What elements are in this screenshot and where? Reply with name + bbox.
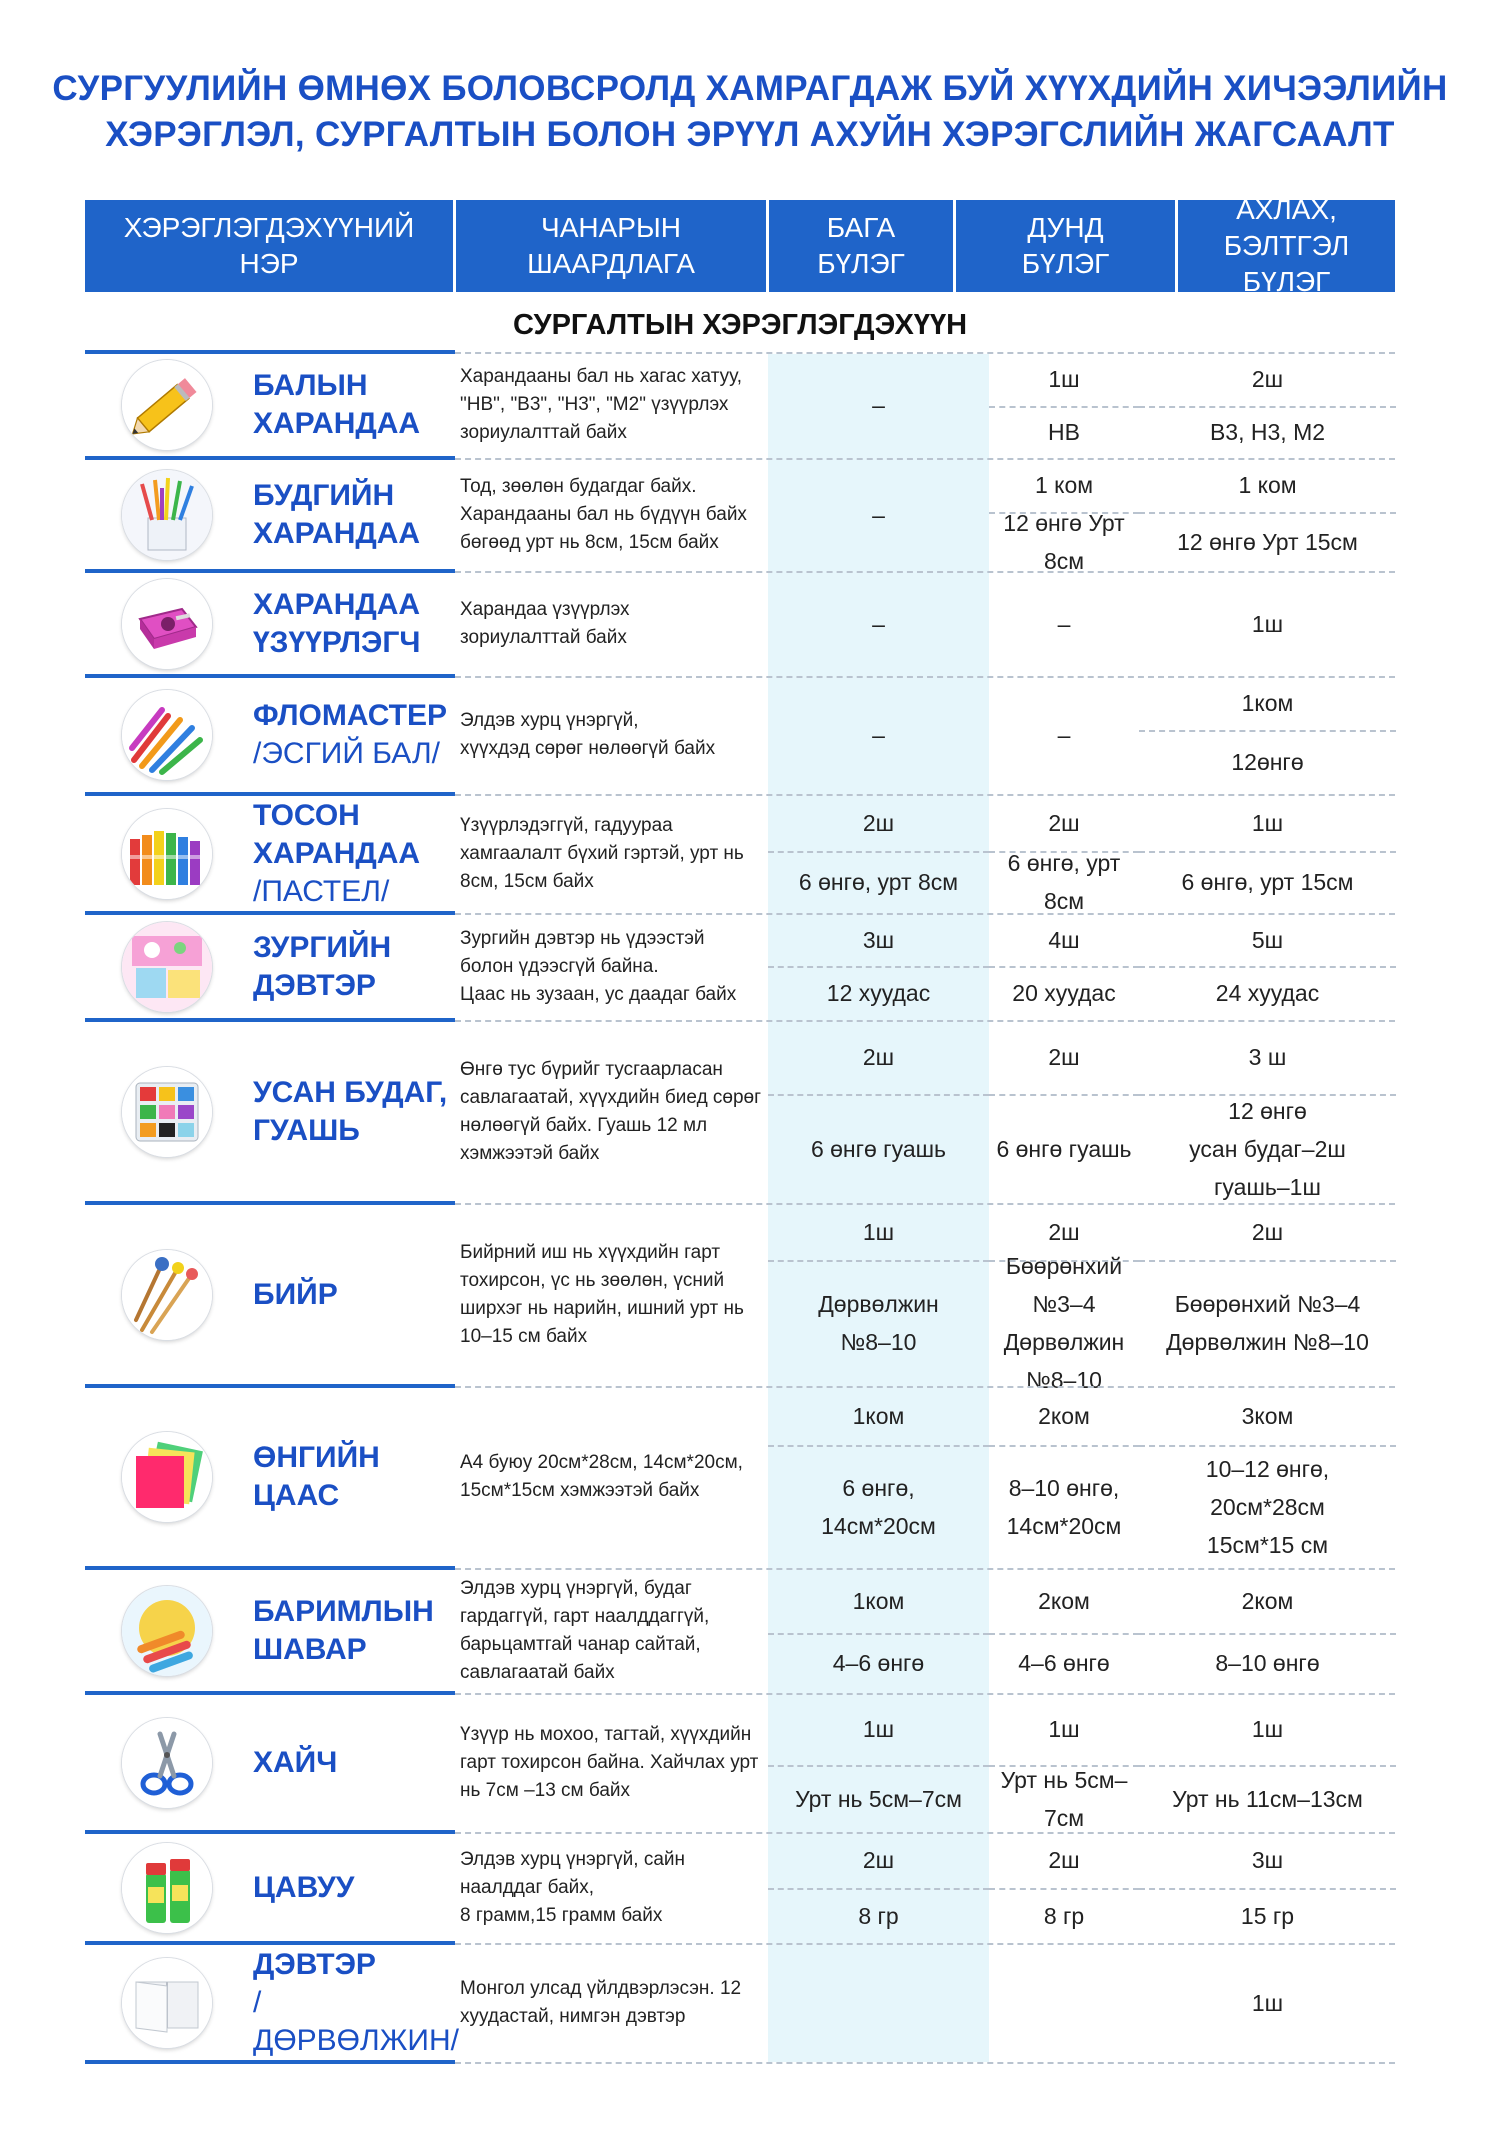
middle-group-value-text: 2ш (1048, 1044, 1080, 1070)
item-name-label: БУДГИЙН ХАРАНДАА (253, 478, 421, 550)
cell-divider (768, 966, 989, 968)
senior-group-value-text: 1 ком (1238, 472, 1297, 498)
item-name-label: БАРИМЛЫН ШАВАР (253, 1594, 434, 1666)
cell-divider (989, 851, 1139, 853)
senior-group-value (1139, 1568, 1396, 1633)
quality-requirement (460, 1020, 768, 1203)
item-name-label: ӨНГИЙН ЦААС (253, 1441, 380, 1512)
cell-divider (1139, 1765, 1396, 1767)
senior-group-value (1139, 1888, 1396, 1943)
senior-group-value (1139, 1386, 1396, 1445)
senior-group-value-text: 2ком (1241, 1587, 1294, 1614)
small-group-value-text: 6 өнгө, урт 8см (798, 869, 959, 895)
senior-group-value-text: 1ш (1251, 1716, 1284, 1742)
header-requirement: ЧАНАРЫН ШААРДЛАГА (456, 200, 766, 292)
senior-group-value (1139, 1203, 1396, 1260)
senior-group-value (1139, 1633, 1396, 1693)
quality-requirement-text: Элдэв хурц үнэргүй, сайн наалддаг байх, 8 грамм,15 грамм байх (460, 1848, 686, 1926)
cell-divider (1139, 730, 1396, 732)
quality-requirement (460, 676, 768, 794)
cell-divider (768, 1888, 989, 1890)
item-name-sub: /ЭСГИЙ БАЛ/ (253, 737, 440, 770)
senior-group-value-text: 3ш (1251, 1847, 1284, 1873)
middle-group-value-text: 2ш (1048, 809, 1080, 836)
cell-divider (989, 966, 1139, 968)
notebook-icon (122, 1958, 212, 2048)
cell-divider (768, 1633, 989, 1635)
row-separator (85, 2060, 455, 2064)
small-group-value-text: 2ш (862, 1847, 895, 1873)
cell-divider (768, 1260, 989, 1262)
middle-group-value (989, 913, 1139, 966)
middle-group-value-text: 1ш (1048, 366, 1080, 392)
cell-divider (768, 1094, 989, 1096)
small-group-value-text: 2ш (862, 809, 895, 836)
senior-group-value-text: 24 хуудас (1215, 980, 1320, 1006)
small-group-value (768, 1888, 989, 1943)
senior-group-value-text: 12 өнгө Урт 15см (1177, 528, 1358, 555)
senior-group-value-text: 15 гр (1240, 1902, 1295, 1929)
senior-group-value (1139, 794, 1396, 851)
row-separator-dashed (455, 2062, 1395, 2064)
item-name (253, 1943, 458, 2062)
cell-divider (989, 406, 1139, 408)
senior-group-value-text: 3 ш (1248, 1044, 1287, 1070)
small-group-value-text: 1ш (862, 1716, 895, 1742)
middle-group-value (989, 1832, 1139, 1888)
small-group-value-text: 1ком (852, 1402, 905, 1429)
cell-divider (989, 1094, 1139, 1096)
senior-group-value-text: 8–10 өнгө (1215, 1650, 1320, 1676)
middle-group-value-text: – (1057, 722, 1071, 748)
item-name (253, 913, 458, 1020)
middle-group-value-text: 2ш (1048, 1218, 1080, 1245)
item-name (253, 1386, 458, 1568)
senior-group-value-text: 1ш (1251, 1989, 1284, 2016)
senior-group-value-text: 2ш (1251, 366, 1284, 392)
small-group-value-text: 1ш (862, 1218, 895, 1245)
header-item-name: ХЭРЭГЛЭГДЭХҮҮНИЙ НЭР (85, 200, 453, 292)
scissors-icon (122, 1718, 212, 1808)
senior-group-value (1139, 352, 1396, 406)
small-group-value-text: 3ш (862, 926, 895, 953)
senior-group-value (1139, 1943, 1396, 2062)
cell-divider (989, 1765, 1139, 1767)
color-paper-icon (122, 1432, 212, 1522)
middle-group-value (989, 1693, 1139, 1765)
senior-group-value (1139, 851, 1396, 913)
item-name-label: ТОСОН ХАРАНДАА (253, 798, 421, 870)
middle-group-value (989, 1765, 1139, 1832)
quality-requirement (460, 1943, 768, 2062)
cell-divider (1139, 1260, 1396, 1262)
quality-requirement-text: Элдэв хурц үнэргүй, хүүхдэд сөрөг нөлөөгүй байх (460, 710, 716, 759)
cell-divider (1139, 1094, 1396, 1096)
item-name (253, 458, 458, 571)
quality-requirement-text: Үзүүрлэдэггүй, гадуураа хамгаалалт бүхий гэртэй, урт нь 8см, 15см байх (460, 814, 744, 892)
item-name-label: ЦАВУУ (253, 1870, 355, 1904)
small-group-value-text: Дөрвөлжин №8–10 (818, 1291, 939, 1355)
senior-group-value-text: 6 өнгө, урт 15см (1181, 869, 1354, 895)
quality-requirement (460, 794, 768, 913)
section-heading: СУРГАЛТЫН ХЭРЭГЛЭГДЭХҮҮН (512, 308, 968, 341)
cell-divider (1139, 966, 1396, 968)
small-group-value-text: 4–6 өнгө (832, 1650, 925, 1676)
middle-group-value-text: 4–6 өнгө (1018, 1650, 1110, 1676)
item-name-label: ФЛОМАСТЕР (253, 699, 448, 732)
senior-group-value-text: 1ком (1241, 690, 1294, 716)
middle-group-value-text: Бөөрөнхий №3–4 Дөрвөлжин №8–10 (1003, 1253, 1125, 1393)
cell-divider (989, 1260, 1139, 1262)
middle-group-value-text: 4ш (1048, 926, 1080, 953)
middle-group-value (989, 571, 1139, 676)
item-name-sub: /ПАСТЕЛ/ (253, 874, 390, 908)
item-name (253, 352, 458, 458)
middle-group-value (989, 1943, 1139, 2062)
item-name-label: ЗУРГИЙН ДЭВТЭР (253, 930, 392, 1002)
senior-group-value-text: 3ком (1241, 1402, 1294, 1429)
cell-divider (989, 1445, 1139, 1447)
middle-group-value (989, 1386, 1139, 1445)
small-group-value-text: 6 өнгө, 14см*20см (821, 1474, 936, 1539)
quality-requirement-text: Тод, зөөлөн будагдаг байх. Харандааны бал нь бүдүүн байх бөгөөд урт нь 8см, 15см байх (460, 475, 747, 553)
middle-group-value (989, 1020, 1139, 1094)
glue-icon (122, 1843, 212, 1933)
colored-pencils-icon (122, 470, 212, 560)
small-group-value-text: 2ш (862, 1044, 895, 1070)
small-group-value (768, 1386, 989, 1445)
small-group-value (768, 1094, 989, 1203)
small-group-value (768, 1568, 989, 1633)
cell-divider (1139, 406, 1396, 408)
cell-divider (1139, 1888, 1396, 1890)
item-name (253, 571, 458, 676)
quality-requirement (460, 1832, 768, 1943)
cell-divider (768, 851, 989, 853)
quality-requirement-text: Өнгө тус бүрийг тусгаарласан савлагаатай, хүүхдийн биед сөрөг нөлөөгүй байх. Гуашь 12 мл хэмжээтэй байх (460, 1058, 762, 1164)
header-small-group: БАГА БҮЛЭГ (769, 200, 953, 292)
middle-group-value (989, 1253, 1139, 1393)
small-group-value-text: 8 гр (858, 1902, 899, 1929)
middle-group-value-text: – (1057, 610, 1071, 637)
senior-group-value (1139, 913, 1396, 966)
small-group-value (768, 966, 989, 1020)
senior-group-value-text: Урт нь 11см–13см (1172, 1785, 1363, 1812)
middle-group-value (989, 1094, 1139, 1203)
small-group-value (768, 794, 989, 851)
senior-group-value-text: 12өнгө (1231, 749, 1304, 775)
middle-group-value-text: 2ком (1038, 1402, 1090, 1429)
small-group-value (768, 913, 989, 966)
quality-requirement-text: А4 буюу 20см*28см, 14см*20см, 15см*15см хэмжээтэй байх (460, 1452, 743, 1501)
small-group-value-text: 1ком (852, 1587, 905, 1614)
quality-requirement-text: Зургийн дэвтэр нь үдээстэй болон үдээсгүй байна. Цаас нь зузаан, ус даадаг байх (460, 927, 737, 1005)
middle-group-value-text: 8–10 өнгө, 14см*20см (1006, 1474, 1122, 1539)
quality-requirement (460, 913, 768, 1020)
small-group-value (768, 458, 989, 571)
small-group-value (768, 851, 989, 913)
markers-icon (122, 690, 212, 780)
middle-group-value-text: 12 өнгө Урт 8см (1003, 509, 1125, 574)
item-name (253, 1203, 458, 1386)
quality-requirement-text: Харандаа үзүүрлэх зориулалттай байх (460, 598, 630, 648)
senior-group-value (1139, 1445, 1396, 1568)
small-group-value (768, 676, 989, 794)
senior-group-value (1139, 730, 1396, 794)
small-group-value (768, 1203, 989, 1260)
senior-group-value-text: 12 өнгө усан будаг–2ш гуашь–1ш (1189, 1097, 1346, 1200)
middle-group-value (989, 509, 1139, 574)
small-group-value-text: 12 хуудас (826, 980, 931, 1006)
quality-requirement (460, 571, 768, 676)
small-group-value (768, 1693, 989, 1765)
middle-group-value (989, 406, 1139, 458)
senior-group-value (1139, 676, 1396, 730)
item-name-label: ХАЙЧ (253, 1745, 338, 1779)
senior-group-value (1139, 1693, 1396, 1765)
item-name (253, 676, 458, 794)
small-group-value (768, 1832, 989, 1888)
quality-requirement-text: Харандааны бал нь хагас хатуу, "НВ", "В3", "Н3", "М2" үзүүрлэх зориулалттай байх (460, 366, 743, 443)
senior-group-value-text: 10–12 өнгө, 20см*28см 15см*15 см (1205, 1455, 1330, 1558)
cell-divider (989, 512, 1139, 514)
small-group-value-text: – (872, 610, 885, 637)
small-group-value (768, 1765, 989, 1832)
pencil-icon (122, 360, 212, 450)
middle-group-value (989, 352, 1139, 406)
senior-group-value (1139, 406, 1396, 458)
quality-requirement (460, 1568, 768, 1693)
cell-divider (1139, 512, 1396, 514)
senior-group-value-text: 5ш (1251, 926, 1284, 953)
small-group-value-text: – (872, 501, 885, 528)
item-name (253, 1568, 458, 1693)
sharpener-icon (122, 579, 212, 669)
item-name-label: ХАРАНДАА ҮЗҮҮРЛЭГЧ (253, 587, 421, 659)
small-group-value-text: – (872, 722, 885, 748)
senior-group-value (1139, 512, 1396, 571)
senior-group-value-text: 1ш (1251, 809, 1284, 836)
senior-group-value (1139, 1094, 1396, 1203)
cell-divider (1139, 1445, 1396, 1447)
senior-group-value (1139, 1832, 1396, 1888)
document-title (0, 66, 1500, 158)
brushes-icon (122, 1250, 212, 1340)
middle-group-value (989, 851, 1139, 913)
item-name-label: УСАН БУДАГ, ГУАШЬ (253, 1075, 448, 1147)
cell-divider (1139, 851, 1396, 853)
cell-divider (768, 1765, 989, 1767)
small-group-value (768, 1633, 989, 1693)
item-name (253, 1832, 458, 1943)
item-name-label: БАЛЫН ХАРАНДАА (253, 369, 421, 440)
small-group-value-text: Урт нь 5см–7см (795, 1785, 962, 1812)
sketchbook-icon (122, 922, 212, 1012)
title-line-1: СУРГУУЛИЙН ӨМНӨХ БОЛОВСРОЛД ХАМРАГДАЖ БУЙ ХҮҮХДИЙН ХИЧЭЭЛИЙН (52, 69, 1448, 108)
small-group-value (768, 571, 989, 676)
middle-group-value-text: 8 гр (1043, 1902, 1085, 1929)
middle-group-value (989, 794, 1139, 851)
middle-group-value-text: НВ (1048, 419, 1080, 445)
cell-divider (1139, 1633, 1396, 1635)
senior-group-value (1139, 458, 1396, 512)
senior-group-value-text: 2ш (1251, 1218, 1284, 1245)
quality-requirement (460, 1693, 768, 1832)
header-senior-group: АХЛАХ, БЭЛТГЭЛ БҮЛЭГ (1178, 200, 1395, 292)
small-group-value-text: 6 өнгө гуашь (810, 1135, 947, 1162)
middle-group-value (989, 1445, 1139, 1568)
middle-group-value-text: 2ком (1038, 1587, 1090, 1614)
middle-group-value-text: 6 өнгө гуашь (996, 1135, 1132, 1162)
item-name (253, 1693, 458, 1832)
quality-requirement (460, 1203, 768, 1386)
middle-group-value (989, 966, 1139, 1020)
small-group-value (768, 1020, 989, 1094)
cell-divider (989, 1888, 1139, 1890)
middle-group-value-text: 1ш (1048, 1716, 1080, 1742)
quality-requirement-text: Бийрний иш нь хүүхдийн гарт тохирсон, үс нь зөөлөн, үсний ширхэг нь нарийн, ишний урт нь 10–15 см байх (460, 1241, 744, 1347)
middle-group-value (989, 1633, 1139, 1693)
clay-icon (122, 1586, 212, 1676)
quality-requirement-text: Үзүүр нь мохоо, тагтай, хүүхдийн гарт тохирсон байна. Хайчлах урт нь 7см –13 см байх (460, 1723, 759, 1801)
middle-group-value-text: 6 өнгө, урт 8см (1007, 850, 1121, 914)
crayons-icon (122, 809, 212, 899)
middle-group-value-text: 20 хуудас (1012, 980, 1116, 1006)
quality-requirement (460, 352, 768, 458)
small-group-value (768, 1445, 989, 1568)
quality-requirement (460, 458, 768, 571)
middle-group-value-text: 2ш (1048, 1847, 1080, 1873)
paints-icon (122, 1067, 212, 1157)
header-middle-group: ДУНД БҮЛЭГ (956, 200, 1175, 292)
middle-group-value (989, 1568, 1139, 1633)
middle-group-value (989, 676, 1139, 794)
quality-requirement-text: Монгол улсад үйлдвэрлэсэн. 12 хуудастай, нимгэн дэвтэр (460, 1977, 742, 2027)
item-name (253, 794, 458, 913)
cell-divider (768, 1445, 989, 1447)
senior-group-value (1139, 966, 1396, 1020)
senior-group-value-text: Бөөрөнхий №3–4 Дөрвөлжин №8–10 (1166, 1291, 1369, 1355)
small-group-value (768, 1943, 989, 2062)
senior-group-value (1139, 1765, 1396, 1832)
senior-group-value (1139, 571, 1396, 676)
title-line-2: ХЭРЭГЛЭЛ, СУРГАЛТЫН БОЛОН ЭРҮҮЛ АХУЙН ХЭРЭГСЛИЙН ЖАГСААЛТ (105, 115, 1395, 154)
item-name-label: БИЙР (253, 1277, 338, 1311)
middle-group-value (989, 1888, 1139, 1943)
item-name-label: ДЭВТЭР (253, 1947, 376, 1981)
middle-group-value-text: 1 ком (1034, 472, 1094, 498)
small-group-value (768, 1260, 989, 1386)
senior-group-value (1139, 1020, 1396, 1094)
cell-divider (989, 1633, 1139, 1635)
small-group-value-text: – (872, 392, 885, 418)
item-name (253, 1020, 458, 1203)
quality-requirement-text: Элдэв хурц үнэргүй, будаг гардаггүй, гарт наалддаггүй, барьцамтгай чанар сайтай, савлагаатай байх (460, 1577, 710, 1683)
senior-group-value-text: В3, Н3, М2 (1209, 419, 1326, 445)
small-group-value (768, 352, 989, 458)
senior-group-value-text: 1ш (1251, 610, 1284, 637)
senior-group-value (1139, 1260, 1396, 1386)
middle-group-value-text: Урт нь 5см–7см (1000, 1766, 1128, 1831)
item-name-sub: /ДӨРВӨЛЖИН/ (253, 1985, 459, 2057)
quality-requirement (460, 1386, 768, 1568)
